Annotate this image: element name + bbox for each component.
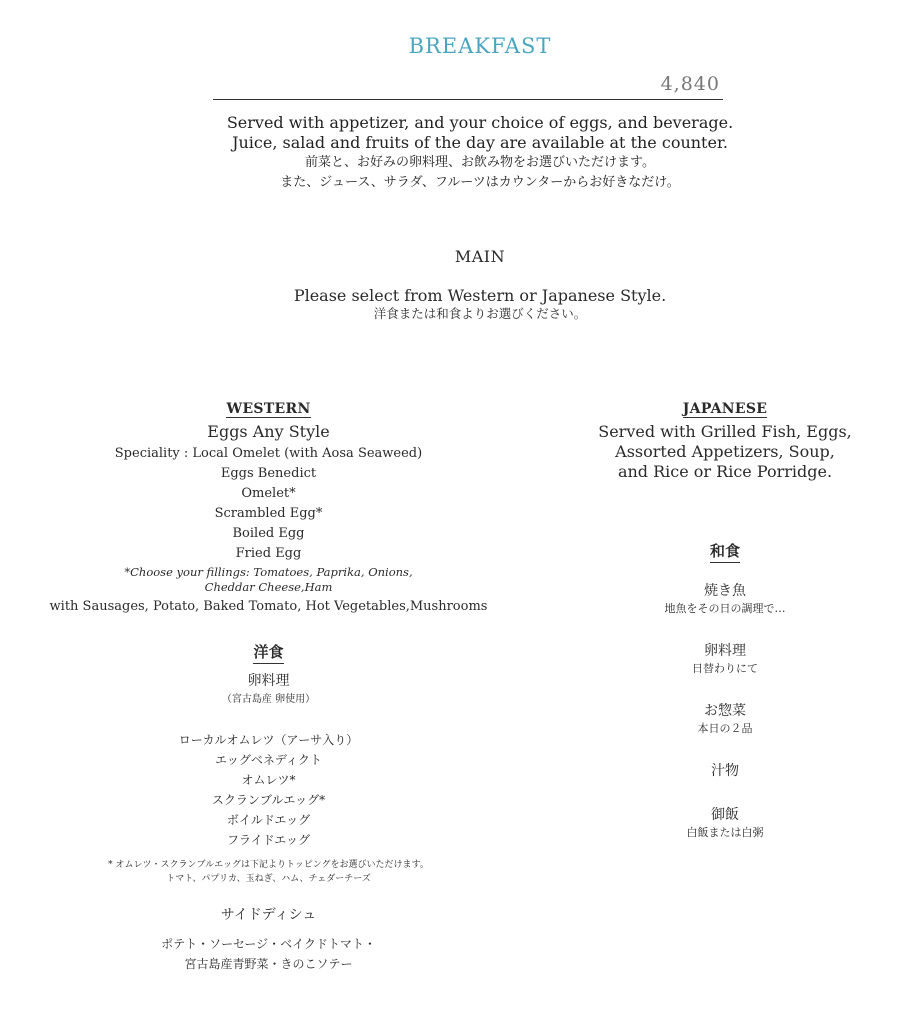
japanese-jp-item: 卵料理: [704, 643, 746, 659]
japanese-desc-line: Assorted Appetizers, Soup,: [615, 442, 835, 461]
western-item: Omelet*: [241, 486, 296, 501]
western-sides: with Sausages, Potato, Baked Tomato, Hot Vegetables,Mushrooms: [49, 599, 488, 614]
intro-jp-line: また、ジュース、サラダ、フルーツはカウンターからお好きなだけ。: [280, 175, 680, 190]
intro-jp-line: 前菜と、お好みの卵料理、お飲み物をお選びいただけます。: [305, 155, 655, 170]
western-jp-item: ローカルオムレツ（アーサ入り）: [178, 733, 359, 747]
western-jp-subheading: 卵料理: [247, 673, 290, 689]
main-instructions-en: Please select from Western or Japanese Style.: [293, 286, 667, 305]
western-jp-side-line: 宮古島産青野菜・きのこソテー: [184, 957, 353, 971]
japanese-jp-item-note: 日替わりにて: [692, 662, 758, 675]
western-jp-item: フライドエッグ: [227, 833, 310, 847]
japanese-desc-line: and Rice or Rice Porridge.: [617, 462, 833, 481]
western-heading: WESTERN: [226, 401, 311, 417]
western-jp-note: * オムレツ・スクランブルエッグは下記よりトッピングをお選びいただけます。: [108, 860, 429, 870]
japanese-column: [575, 398, 875, 841]
western-item: Scrambled Egg*: [214, 506, 323, 521]
intro-en-line: Juice, salad and fruits of the day are available at the counter.: [232, 133, 728, 152]
western-jp-side-line: ポテト・ソーセージ・ベイクドトマト・: [161, 937, 376, 951]
western-subheading: Eggs Any Style: [207, 422, 330, 441]
western-jp-heading: 洋食: [253, 641, 283, 664]
western-jp-item: オムレツ*: [241, 773, 296, 787]
menu-price: 4,840: [660, 73, 720, 95]
intro-en-line: Served with appetizer, and your choice of eggs, and beverage.: [226, 113, 734, 132]
japanese-jp-item-note: 白飯または白粥: [686, 826, 764, 839]
western-jp-note: トマト、パプリカ、玉ねぎ、ハム、チェダーチーズ: [166, 874, 371, 884]
western-jp-item: スクランブルエッグ*: [211, 793, 326, 807]
western-jp-side-heading: サイドディシュ: [220, 907, 317, 923]
western-item: Boiled Egg: [232, 526, 305, 541]
western-jp-item: エッグベネディクト: [215, 753, 322, 767]
western-column: [20, 398, 517, 974]
western-jp-item: ボイルドエッグ: [226, 813, 311, 827]
western-item: Fried Egg: [235, 546, 302, 561]
main-instructions: [0, 286, 905, 322]
japanese-jp-item-note: 本日の２品: [697, 722, 753, 735]
japanese-jp-item: 汁物: [711, 763, 739, 779]
japanese-jp-item: 御飯: [711, 807, 739, 823]
japanese-desc-line: Served with Grilled Fish, Eggs,: [598, 422, 852, 441]
japanese-jp-item: 焼き魚: [704, 583, 746, 599]
western-item: Speciality : Local Omelet (with Aosa Seaweed): [114, 446, 423, 461]
japanese-jp-item-note: 地魚をその日の調理で…: [664, 602, 786, 615]
western-item: Eggs Benedict: [220, 466, 317, 481]
western-jp-subnote: （宮古島産 卵使用）: [221, 694, 316, 705]
japanese-jp-heading: 和食: [710, 540, 740, 563]
main-heading: MAIN: [454, 247, 506, 266]
japanese-jp-item: お惣菜: [704, 703, 746, 719]
title-rule: [213, 99, 723, 100]
western-note: Cheddar Cheese,Ham: [204, 580, 333, 594]
menu-title: BREAKFAST: [408, 34, 552, 58]
western-note: *Choose your fillings: Tomatoes, Paprika, Onions,: [124, 565, 413, 579]
intro-block: [0, 113, 905, 193]
japanese-heading: JAPANESE: [682, 401, 768, 417]
main-instructions-jp: 洋食または和食よりお選びください。: [373, 306, 587, 321]
